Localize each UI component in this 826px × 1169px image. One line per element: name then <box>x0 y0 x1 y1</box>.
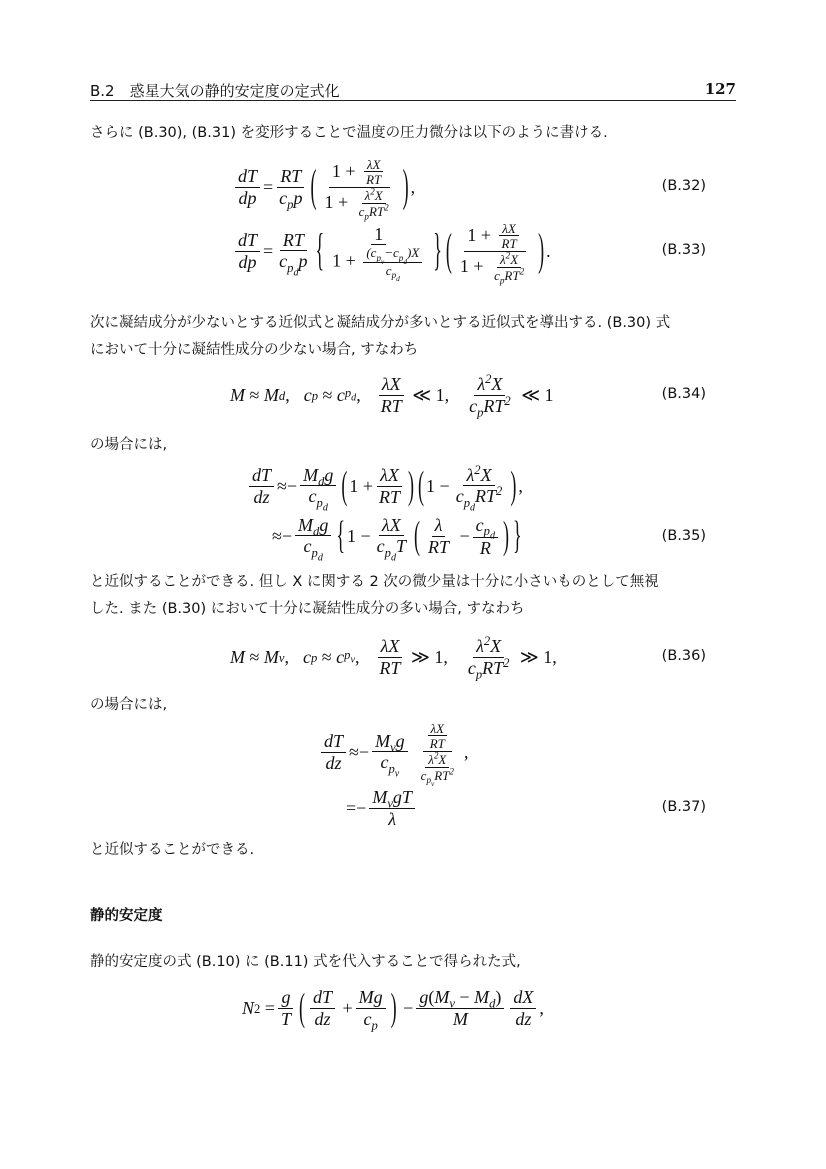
equation-number: (B.34) <box>661 386 706 402</box>
math-op: ≫ <box>410 647 430 668</box>
math-var: c <box>370 245 377 261</box>
paren: ) <box>503 513 510 558</box>
math-var: RT <box>429 736 445 752</box>
math-op: − <box>281 526 293 547</box>
brace: } <box>433 224 442 275</box>
math-var: c <box>455 486 464 507</box>
math-var: RT <box>504 267 520 283</box>
math-op: − <box>459 526 470 547</box>
math-var: RT <box>379 487 401 507</box>
paragraph-line: と近似することができる. 但し X に関する 2 次の微少量は十分に小さいものとして無視 <box>90 574 659 590</box>
math-num: 1 <box>434 647 444 668</box>
math-var: λ <box>477 374 486 395</box>
math-op: ≪ <box>412 385 432 406</box>
math-num: 2 <box>483 634 491 649</box>
math-var: RT <box>501 236 517 252</box>
paren: ( <box>341 463 348 508</box>
math-var: λ <box>388 809 397 829</box>
math-var: p <box>364 211 369 222</box>
math-var: M <box>263 647 279 668</box>
math-var: d <box>322 502 328 514</box>
math-num: 1 <box>467 224 477 245</box>
math-var: p <box>384 545 391 560</box>
math-var: d <box>489 996 496 1011</box>
math-op: − <box>459 987 470 1008</box>
math-var: c <box>336 647 345 668</box>
brace: } <box>513 513 522 558</box>
math-var: λX <box>377 466 402 487</box>
math-num: 1 <box>544 385 554 406</box>
equation-b34: M ≈ M d , c p ≈ c $p_d$ , $\frac{\lambda X}{RT}$ ≪ 1 , $\frac{\lambda^2X}{c_pRT^2}$ ≪ 1 <box>230 372 554 420</box>
math-var: d <box>469 502 476 514</box>
section-title: B.2 惑星大気の静的安定度の定式化 <box>90 82 340 100</box>
math-var: M <box>230 385 245 406</box>
math-num: 1 <box>543 647 553 668</box>
math-var: dp <box>238 252 257 272</box>
math-op: ≈ <box>272 526 282 547</box>
math-var: X <box>438 752 447 768</box>
math-op: = <box>263 241 274 262</box>
math-var: g <box>319 514 329 535</box>
math-op: ≪ <box>521 385 541 406</box>
math-var: N <box>242 998 255 1019</box>
math-var: M <box>434 987 450 1008</box>
math-op: = <box>264 998 275 1019</box>
math-num: 2 <box>519 266 525 277</box>
math-var: v <box>387 796 393 811</box>
paragraph-line: 次に凝結成分が少ないとする近似式と凝結成分が多いとする近似式を導出する. (B.30) 式 <box>90 315 671 331</box>
paragraph <box>90 310 730 364</box>
math-var: RT <box>482 658 504 678</box>
math-var: dT <box>249 466 274 487</box>
math-var: dp <box>238 188 257 208</box>
math-var: RT <box>434 767 450 783</box>
equation-number: (B.36) <box>661 648 706 664</box>
math-punct: , <box>444 385 450 406</box>
equation-number: (B.37) <box>661 799 706 815</box>
math-op: + <box>480 224 491 245</box>
math-punct: , <box>539 998 544 1019</box>
math-num: 1 <box>346 526 356 547</box>
math-num: 1 <box>435 385 445 406</box>
math-var: λ <box>466 464 475 485</box>
math-var: dT <box>235 167 260 188</box>
page-number: 127 <box>704 80 736 98</box>
math-var: X <box>510 252 519 267</box>
math-punct: , <box>410 177 416 198</box>
math-num: 2 <box>503 656 510 670</box>
equation-b32 <box>232 156 416 222</box>
math-op: ≈ <box>322 385 333 406</box>
paren: ( <box>418 463 425 508</box>
math-var: dT <box>235 231 260 252</box>
math-num: 1 <box>324 191 334 212</box>
math-num: 1 <box>459 255 469 276</box>
equation-number: (B.32) <box>661 178 706 194</box>
equation-b36: M ≈ M v , c p ≈ c $p_v$ , $\frac{\lambda X}{RT}$ ≫ 1 , $\frac{\lambda^2X}{c_pRT^2}$ ≫ 1 , <box>230 634 557 682</box>
math-var: g <box>419 987 429 1008</box>
math-var: M <box>358 987 374 1008</box>
math-op: − <box>384 245 393 261</box>
math-var: c <box>494 267 500 283</box>
math-var: λX <box>379 375 404 396</box>
math-var: p <box>463 495 470 510</box>
math-var: λX <box>364 158 384 173</box>
math-var: RT <box>366 172 382 188</box>
math-op: ≈ <box>249 385 260 406</box>
math-var: p <box>376 253 381 264</box>
math-var: v <box>430 780 435 789</box>
math-var: d <box>318 474 325 489</box>
math-var: dz <box>314 1009 331 1029</box>
math-var: dz <box>325 753 342 773</box>
brace: { <box>315 224 325 275</box>
math-var: RT <box>428 537 450 557</box>
math-paren: ( <box>366 245 371 261</box>
equation-b33 <box>232 220 551 286</box>
math-punct: , <box>284 647 289 668</box>
math-op: − <box>439 476 450 497</box>
math-var: X <box>374 188 383 203</box>
math-var: d <box>293 267 299 279</box>
math-num: 2 <box>384 202 389 213</box>
math-num: 1 <box>371 225 386 246</box>
math-op: + <box>345 251 356 272</box>
math-var: g <box>392 787 402 808</box>
math-var: X <box>411 245 420 261</box>
equation-number: (B.35) <box>661 528 706 544</box>
math-var: d <box>390 552 396 564</box>
math-op: + <box>345 160 356 181</box>
math-var: p <box>293 188 303 208</box>
math-var: c <box>376 536 385 557</box>
math-var: g <box>395 730 405 751</box>
math-op: = <box>346 798 357 819</box>
math-var: RT <box>379 658 401 678</box>
math-op: − <box>403 998 414 1019</box>
math-num: 1 <box>331 160 341 181</box>
math-var: dz <box>515 1009 532 1029</box>
paren: ) <box>538 224 545 275</box>
math-punct: , <box>518 476 523 497</box>
paragraph-line: において十分に凝結性成分の少ない場合, すなわち <box>90 342 419 358</box>
math-var: p <box>388 761 395 776</box>
math-var: c <box>393 245 399 261</box>
math-var: M <box>298 514 314 535</box>
math-var: RT <box>483 396 505 416</box>
math-var: p <box>287 260 294 275</box>
math-var: g <box>324 464 334 485</box>
math-var: p <box>398 253 404 264</box>
math-var: dT <box>321 732 346 753</box>
paren: ( <box>414 513 420 558</box>
math-var: c <box>420 767 427 783</box>
math-var: c <box>469 396 478 416</box>
math-var: M <box>303 464 319 485</box>
math-num: 1 <box>426 476 436 497</box>
math-op: − <box>358 742 370 763</box>
math-var: c <box>279 188 288 208</box>
math-var: c <box>336 385 345 406</box>
math-var: RT <box>280 231 307 252</box>
paragraph: の場合には, <box>90 697 168 713</box>
math-var: p <box>287 197 294 212</box>
math-var: dz <box>253 487 270 507</box>
math-var: c <box>358 203 365 219</box>
math-op: ≈ <box>277 476 287 497</box>
math-var: g <box>373 987 383 1008</box>
math-op: + <box>473 255 484 276</box>
math-var: p <box>371 1018 378 1033</box>
math-var: p <box>499 275 505 286</box>
math-var: p <box>426 775 431 786</box>
math-var: c <box>467 658 476 678</box>
math-var: λX <box>428 722 448 737</box>
math-var: d <box>317 552 323 564</box>
math-var: c <box>475 514 484 535</box>
math-num: 2 <box>449 766 454 777</box>
math-var: c <box>303 536 312 557</box>
math-var: λ <box>500 252 506 267</box>
math-var: d <box>313 524 320 539</box>
paren: ) <box>408 463 415 508</box>
math-var: d <box>396 275 400 284</box>
paren: ) <box>402 160 409 211</box>
math-paren: ( <box>428 987 435 1008</box>
math-var: R <box>479 537 491 558</box>
math-op: + <box>362 476 374 497</box>
math-var: p <box>344 648 351 663</box>
math-var: M <box>263 385 279 406</box>
math-num: 1 <box>332 251 342 272</box>
math-var: M <box>372 787 388 808</box>
math-var: v <box>350 654 355 666</box>
math-var: c <box>302 647 311 668</box>
paren: ( <box>310 160 317 211</box>
math-var: d <box>489 530 496 542</box>
math-var: RT <box>475 486 497 507</box>
math-num: 2 <box>485 372 492 387</box>
math-paren: ) <box>406 245 412 261</box>
math-op: − <box>356 798 367 819</box>
math-paren: ) <box>495 987 502 1008</box>
math-var: RT <box>277 167 304 188</box>
math-op: + <box>342 998 353 1019</box>
math-num: 2 <box>505 250 511 261</box>
math-var: λX <box>499 222 519 237</box>
math-var: c <box>380 752 389 773</box>
math-var: v <box>394 768 400 780</box>
section-heading: 静的安定度 <box>90 908 163 924</box>
math-var: M <box>230 647 245 668</box>
equation-b37-line2 <box>346 788 418 830</box>
math-var: λX <box>379 516 404 537</box>
math-var: p <box>391 270 397 281</box>
paren: ( <box>445 224 452 275</box>
math-var: X <box>480 464 492 485</box>
math-op: − <box>286 476 298 497</box>
math-var: λ <box>432 516 446 537</box>
math-num: 2 <box>504 394 511 408</box>
math-var: c <box>303 385 312 406</box>
equation-b35-line1 <box>246 462 523 514</box>
math-var: p <box>477 405 484 420</box>
math-num: 2 <box>496 484 503 499</box>
math-op: ≫ <box>519 647 539 668</box>
paragraph-line: した. また (B.30) において十分に凝結性成分の多い場合, すなわち <box>90 601 525 617</box>
math-var: dT <box>310 988 335 1009</box>
math-num: 2 <box>474 462 481 477</box>
math-op: + <box>337 191 349 212</box>
math-var: v <box>380 257 385 266</box>
math-var: p <box>475 667 483 682</box>
math-punct: , <box>354 647 360 668</box>
math-var: p <box>316 495 323 510</box>
math-var: c <box>363 1009 372 1029</box>
math-var: c <box>308 486 317 507</box>
math-var: T <box>280 1009 291 1029</box>
math-punct: . <box>546 241 551 262</box>
math-var: d <box>351 392 357 404</box>
math-var: M <box>452 1009 468 1029</box>
math-num: 2 <box>433 750 439 761</box>
paragraph: と近似することができる. <box>90 842 255 858</box>
paragraph: さらに (B.30), (B.31) を変形することで温度の圧力微分は以下のように書ける. <box>90 125 608 141</box>
math-var: p <box>483 524 490 539</box>
math-var: g <box>278 988 293 1009</box>
math-var: M <box>474 987 490 1008</box>
math-punct: , <box>552 647 557 668</box>
math-var: c <box>385 262 392 278</box>
math-punct: , <box>285 385 290 406</box>
math-var: X <box>491 374 503 395</box>
equation-n2: N 2 = $\frac{g}{T}$ ( $\frac{dT}{dz}$ + $\frac{Mg}{c_p}$ ) − $\frac{g(M_v - M_d)}{M}$ $\frac{dX}{dz}$ , <box>242 985 544 1033</box>
math-num: 2 <box>370 186 375 197</box>
math-var: λX <box>378 637 403 658</box>
equation-b35-line2 <box>272 513 524 564</box>
math-op: ≈ <box>249 647 260 668</box>
math-var: v <box>449 996 455 1011</box>
math-num: 1 <box>349 476 359 497</box>
math-var: T <box>401 787 412 808</box>
math-var: dX <box>510 988 536 1009</box>
math-var: p <box>344 386 352 401</box>
paren: ( <box>298 985 305 1030</box>
math-var: RT <box>380 396 402 416</box>
math-var: T <box>395 536 406 557</box>
math-var: M <box>375 730 391 751</box>
math-var: λ <box>428 752 434 768</box>
math-var: λ <box>476 636 484 657</box>
math-op: ≈ <box>349 742 359 763</box>
math-var: v <box>390 740 396 755</box>
paragraph <box>90 569 730 623</box>
math-var: X <box>490 636 502 657</box>
math-var: λ <box>364 188 371 203</box>
math-var: p <box>298 251 308 272</box>
math-op: ≈ <box>321 647 332 668</box>
math-op: − <box>360 526 371 547</box>
paren: ) <box>390 985 397 1030</box>
equation-b37-line1 <box>318 720 469 789</box>
math-op: = <box>263 177 274 198</box>
brace: { <box>336 513 345 558</box>
paragraph: 静的安定度の式 (B.10) に (B.11) 式を代入することで得られた式, <box>90 954 521 970</box>
math-var: d <box>403 257 407 266</box>
paren: ) <box>510 463 517 508</box>
math-var: c <box>279 251 288 272</box>
running-header <box>90 80 736 101</box>
math-var: RT <box>368 203 385 219</box>
math-punct: , <box>443 647 448 668</box>
math-punct: , <box>356 385 361 406</box>
math-punct: , <box>463 742 469 763</box>
equation-number: (B.33) <box>661 242 706 258</box>
math-var: p <box>311 545 318 560</box>
paragraph: の場合には, <box>90 437 168 453</box>
